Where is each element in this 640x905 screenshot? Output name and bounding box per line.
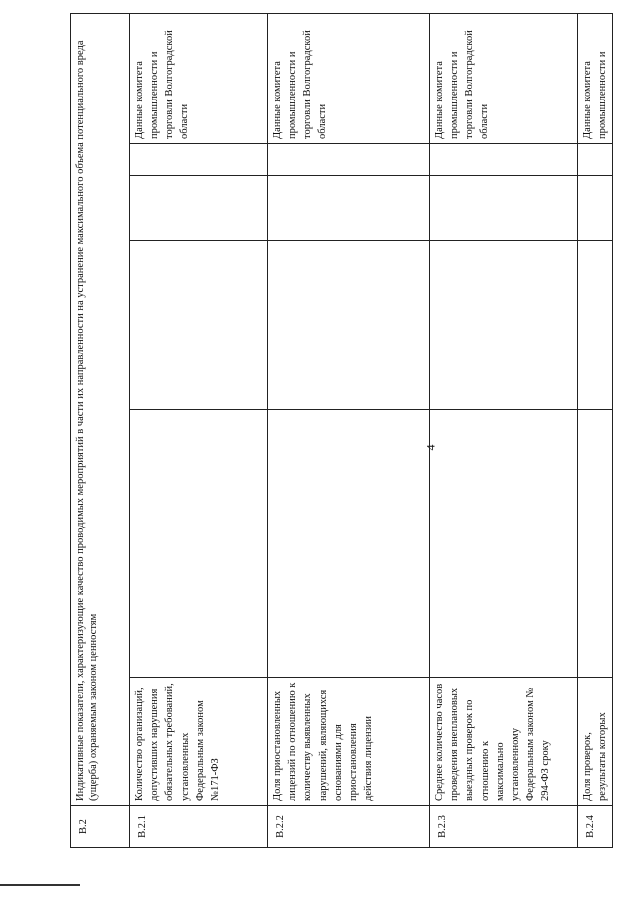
row-indicator: Доля приостановленных лицензий по отношению к количеству выявленных нарушений, являющихся основаниями для приостановления действия лицензии [268, 678, 430, 806]
scan-edge-line [0, 884, 80, 886]
row-code: В.2.3 [430, 806, 578, 848]
empty-cell [430, 410, 578, 678]
section-title: Индикативные показатели, характеризующие качество проводимых мероприятий в части их направленности на устранение максимального объема потенциального вреда (ущерба) охраняемым законом ценностям [71, 13, 130, 805]
empty-cell [578, 410, 613, 678]
empty-cell [130, 176, 268, 241]
empty-cell [430, 241, 578, 410]
empty-cell [268, 241, 430, 410]
empty-cell [130, 410, 268, 678]
row-indicator: Количество организаций, допустивших нарушения обязательных требований, установленных Федеральным законом №171-ФЗ [130, 678, 268, 806]
page-number: 4 [423, 444, 438, 451]
row-source: Данные комитета промышленности и торговли Волгоградской области [268, 13, 430, 143]
empty-cell [430, 144, 578, 176]
row-indicator: Доля проверок, результаты которых [578, 678, 613, 806]
row-source: Данные комитета промышленности и торговли Волгоградской области [130, 13, 268, 143]
table-row [578, 13, 613, 847]
row-source: Данные комитета промышленности и торговли Волгоградской области [430, 13, 578, 143]
table-row [130, 13, 268, 847]
empty-cell [268, 176, 430, 241]
row-code: В.2.4 [578, 806, 613, 848]
row-source: Данные комитета промышленности и [578, 13, 613, 143]
section-code: В.2 [71, 806, 130, 848]
empty-cell [268, 144, 430, 176]
row-code: В.2.2 [268, 806, 430, 848]
empty-cell [578, 176, 613, 241]
empty-cell [578, 241, 613, 410]
row-code: В.2.1 [130, 806, 268, 848]
empty-cell [578, 144, 613, 176]
empty-cell [268, 410, 430, 678]
row-indicator: Среднее количество часов проведения внеплановых выездных проверок по отношению к максимально установленному Федеральным законом № 294-ФЗ сроку [430, 678, 578, 806]
empty-cell [130, 241, 268, 410]
indicators-table [70, 13, 613, 848]
empty-cell [130, 144, 268, 176]
rotated-table-wrapper [70, 14, 609, 848]
empty-cell [430, 176, 578, 241]
table-row [430, 13, 578, 847]
section-header-row [71, 13, 130, 847]
table-row [268, 13, 430, 847]
